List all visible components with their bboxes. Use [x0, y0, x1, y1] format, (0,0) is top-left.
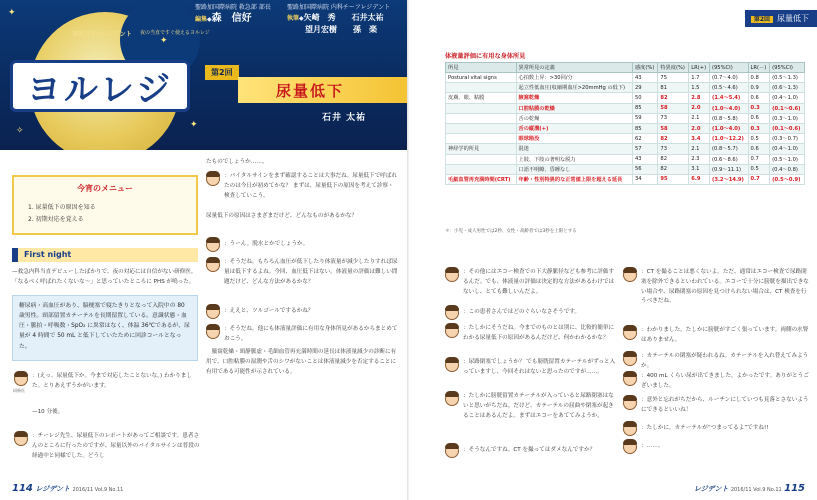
chief-avatar — [623, 396, 637, 410]
table-cell: 0.6 — [748, 113, 770, 123]
table-cell: 年齢・性別特異的な正常値上限を超える延長 — [516, 174, 632, 184]
table-cell: 73 — [658, 113, 689, 123]
table-title: 体液量評価に有用な身体所見 — [445, 53, 526, 60]
table-cell — [446, 164, 517, 174]
table-cell: (0.5～4.6) — [709, 83, 748, 93]
editor-name: 森 信好 — [211, 13, 252, 25]
table-row — [446, 154, 805, 164]
table-row — [446, 113, 805, 123]
table-note: ＊：小児・成人男性では2秒、女性・高齢者では3秒を上限とする — [445, 229, 577, 234]
table-row — [446, 164, 805, 174]
dialogue-line: ：尿路閉塞でしょうか？ でも膀胱留置カテーテルがずっと入っていますし、今回それはないと思ったのですが……。 — [463, 359, 616, 375]
table-cell: (0.5～0.9) — [770, 174, 805, 184]
table-cell — [446, 83, 517, 93]
right-page — [409, 0, 817, 500]
star-icon: ✦ — [160, 36, 168, 46]
table-cell: (0.7～4.0) — [709, 73, 748, 83]
chief-avatar — [445, 324, 459, 338]
table-cell: (0.5～1.3) — [770, 73, 805, 83]
table-header-cell: 感度(%) — [632, 63, 657, 73]
chief-avatar — [445, 268, 459, 282]
table-cell: (0.5～1.0) — [770, 154, 805, 164]
table-cell: 3.1 — [689, 164, 710, 174]
table-cell: 1.7 — [689, 73, 710, 83]
table-cell: 2.0 — [689, 123, 710, 133]
table-cell: 58 — [658, 103, 689, 113]
dialogue-line: ：意外と忘れがちだから、ルーチンにしていつも見落とさないようにできるといいね！ — [641, 397, 809, 413]
table-cell: 舌の乾燥 — [516, 113, 632, 123]
issue-tag: 第2回 — [205, 65, 239, 80]
table-cell: 心拍数上昇：>30回/分 — [516, 73, 632, 83]
page-footer: レジデント 2016/11 Vol.9 No.11 115 — [693, 483, 805, 494]
dialogue-line: 尿量低下の原因はさまざまだけど、どんなものがあるかな？ — [206, 213, 358, 219]
table-cell: (3.2～14.9) — [709, 174, 748, 184]
resident-avatar — [14, 372, 28, 386]
dialogue-line: ：うーん。脱水とかでしょうか。 — [224, 241, 309, 247]
table-cell: 58 — [658, 123, 689, 133]
table-header-cell: 異常所見の定義 — [516, 63, 632, 73]
section-heading: First night — [12, 248, 198, 262]
table-cell: 0.8 — [748, 73, 770, 83]
dialogue-line: ：……。 — [641, 443, 664, 449]
intro-text: —救急内科当直デビューしたばかりで、夜の対応には自信がない研修医。「なるべく呼ばれたくないな～」と思っていたところに PHS が鳴った。 — [12, 269, 197, 285]
table-cell: (0.6～1.3) — [770, 83, 805, 93]
table-cell: 神経学的所見 — [446, 144, 517, 154]
table-cell: (0.4～0.8) — [770, 164, 805, 174]
table-header-cell: LR(－) — [748, 63, 770, 73]
table-cell: (0.4～1.0) — [770, 144, 805, 154]
table-cell: (0.4～1.0) — [770, 93, 805, 103]
menu-item: 1. 尿量低下の原因を知る — [28, 204, 96, 211]
table-cell: 29 — [632, 83, 657, 93]
table-cell: (0.6～8.6) — [709, 154, 748, 164]
table-cell: 43 — [632, 154, 657, 164]
chief-avatar — [623, 352, 637, 366]
resident-avatar — [623, 422, 637, 436]
table-cell: 85 — [632, 103, 657, 113]
menu-box — [12, 175, 198, 235]
logo-subtitle: 夜間当直のレジデント — [72, 31, 132, 38]
table-row — [446, 144, 805, 154]
resident-avatar — [14, 432, 28, 446]
left-page: ✦ ✦ ✦ ✧ 夜間当直のレジデント 夜の当直ですぐ使えるヨルレジ ヨルレジ 聖路加国際病院 救急部 部長 編集◆森 信好 聖路加国際病院 内科チーフレジデント 執筆◆矢崎 秀 石井太祐 望月宏樹 孫 楽 第2回 尿量低下 石井 太祐 今宵のメニュー 1. 尿量低下の原因を知る 2. 初期対応を覚える First night —救急内科当直デビューしたばかりで、夜の対応には自信がない研修医。「なるべく呼ばれたくないな～」と思っていたところに PHS が鳴った。 糖尿病・高血圧があり、脳梗塞で寝たきりとなって入院中の 80 歳男性。頸部留置カテーテルを長期留置している。意識状態・血圧・脈拍・呼吸数・SpO₂ に異常はなく、体温 36℃であるが、尿量が 4 時間で 50 mL と低下していたために回診コールとなった。 研修医 ：(えっ。尿量低下か。今まで対応したことないな。) わかりました。とりあえずうかがいます。 —10 分後。 ：チーレジ先生、尿量低下のレポートがあってご相談です。患者さんのところに行ったのですが、尿量以外のバイタルサインは普段の経過中と同様でした。どうし たものでしょうか……。 ：バイタルサインをまず確認することは大事だね。尿量低下で呼ばれたのは今日が初めてかな？ まずは、尿量低下の原因を考えて診察・検査していこう。 尿量低下の原因はさまざまだけど、どんなものがあるかな？ ：うーん。脱水とかでしょうか。 ：そうだね。もちろん血圧が低下したり体液量が減少したりすれば尿量は低下するよね。今回、血圧低下はない。体液量の評価は難しい問題だけど、どんな方法があるかな？ ：ええと、ツルゴールでするかね？ ：そうだね。他にも体液量評価に有用な身体所見があるからまとめておこう。 腋窩乾燥・頸静脈虚・毛細血管再充満時間の延長は体液量減少の診断に有用で、口腔粘膜の湿潤や舌のシワがないことは体液量減少を否定することに有用である可能性が示されている。 114 レジデント 2016/11 Vol.9 No.11 — [0, 0, 408, 500]
dialogue-line: ：そうなんですね。CT を撮ってはダメなんですか？ — [463, 447, 596, 453]
table-cell: 95 — [658, 174, 689, 184]
table-cell: (0.3～0.7) — [770, 134, 805, 144]
chapter-tag: 第2回 尿量低下 — [745, 10, 817, 27]
dialogue-line: ：チーレジ先生、尿量低下のレポートがあってご相談です。患者さんのところに行ったのですが、尿量以外のバイタルサインは普段の経過中と同様でした。どうし — [32, 433, 200, 459]
table-row — [446, 83, 805, 93]
table-cell: 2.3 — [689, 154, 710, 164]
table-cell: 73 — [658, 144, 689, 154]
table-cell: 舌の縦溝(+) — [516, 123, 632, 133]
table-row — [446, 73, 805, 83]
menu-title: 今宵のメニュー — [77, 184, 133, 193]
resident-avatar — [623, 372, 637, 386]
table-cell: 2.0 — [689, 103, 710, 113]
table-cell: (0.8～5.8) — [709, 113, 748, 123]
table-cell: 0.5 — [748, 164, 770, 174]
dialogue-line: ：そうだね。他にも体液量評価に有用な身体所見があるからまとめておこう。 — [224, 326, 398, 342]
table-cell: 0.7 — [748, 174, 770, 184]
table-cell: 0.3 — [748, 103, 770, 113]
star-icon: ✦ — [190, 120, 198, 130]
table-cell: (1.0～4.0) — [709, 103, 748, 113]
resident-avatar — [445, 306, 459, 320]
case-box: 糖尿病・高血圧があり、脳梗塞で寝たきりとなって入院中の 80 歳男性。頸部留置カテーテルを長期留置している。意識状態・血圧・脈拍・呼吸数・SpO₂ に異常はなく、体温 36℃であるが、尿量が 4 時間で 50 mL と低下していたために回診コールとなった。 — [12, 295, 198, 361]
table-cell — [446, 103, 517, 113]
table-cell: (0.9～11.1) — [709, 164, 748, 174]
table-cell: Postural vital signs — [446, 73, 517, 83]
resident-avatar — [206, 238, 220, 252]
page-number: 114 — [12, 483, 33, 494]
table-cell: 混迷 — [516, 144, 632, 154]
table-cell: 口語不明瞭、昏睡なし — [516, 164, 632, 174]
table-cell: 0.6 — [748, 93, 770, 103]
table-cell: 56 — [632, 164, 657, 174]
resident-avatar — [623, 326, 637, 340]
dialogue-line: ：CT を撮ることは悪くないよ。ただ、通常はエコー検査で尿路閉塞を除外できるといわれている。エコーで十分に膀胱を描出できない場合や、尿路閉塞の原因を見つけられない場合は、CT 検査を行うべきだね。 — [641, 269, 809, 305]
table-cell: 上肢、下肢の著明な脱力 — [516, 154, 632, 164]
menu-item: 2. 初期対応を覚える — [28, 216, 84, 223]
table-row — [446, 103, 805, 113]
table-header-cell: (95%CI) — [770, 63, 805, 73]
dialogue-line: ：わかりました。たしかに膀胱がすごく張っています。両側の水腎はありません。 — [641, 327, 809, 343]
chief-avatar — [206, 258, 220, 272]
resident-avatar — [445, 444, 459, 458]
table-cell: 皮膚、眼、粘膜 — [446, 93, 517, 103]
table-cell: 1.5 — [689, 83, 710, 93]
star-icon: ✧ — [16, 126, 24, 136]
table-cell: 0.6 — [748, 144, 770, 154]
table-cell: 59 — [632, 113, 657, 123]
table-cell — [446, 154, 517, 164]
table-cell: (1.4～5.4) — [709, 93, 748, 103]
logo-subtitle-2: 夜の当直ですぐ使えるヨルレジ — [140, 30, 210, 36]
dialogue-line: ：たしかにそうだね。今までのものとは別に、比較的簡単にわかる尿量低下の原因があるんだけど、何かわかるかな？ — [463, 325, 615, 341]
table-row — [446, 134, 805, 144]
dialogue-line: ：たしかに。カテーテルが“つまってるよ”ですね!! — [641, 425, 769, 431]
page-footer: 114 レジデント 2016/11 Vol.9 No.11 — [12, 483, 124, 494]
dialogue-line: ：そうだね。もちろん血圧が低下したり体液量が減少したりすれば尿量は低下するよね。今回、血圧低下はない。体液量の評価は難しい問題だけど、どんな方法があるかな？ — [224, 259, 398, 285]
table-cell: 34 — [632, 174, 657, 184]
table-cell — [446, 113, 517, 123]
body-text: 腋窩乾燥・頸静脈虚・毛細血管再充満時間の延長は体液量減少の診断に有用で、口腔粘膜の湿潤や舌のシワがないことは体液量減少を否定することに有用である可能性が示されている。 — [206, 349, 397, 375]
table-cell: (1.0～4.0) — [709, 123, 748, 133]
table-cell: 眼球陥没 — [516, 134, 632, 144]
table-cell: 57 — [632, 144, 657, 154]
table-cell: 82 — [658, 134, 689, 144]
table-cell: 0.5 — [748, 134, 770, 144]
table-cell: 82 — [658, 93, 689, 103]
table-cell: 81 — [658, 83, 689, 93]
chief-avatar — [206, 172, 220, 186]
table-cell: 起立性低血圧(収縮期血圧>20mmHg の低下) — [516, 83, 632, 93]
table-cell: 82 — [658, 154, 689, 164]
dialogue-line: ：ええと、ツルゴールでするかね？ — [224, 308, 314, 314]
chief-avatar — [206, 325, 220, 339]
chief-avatar — [623, 440, 637, 454]
table-cell: 75 — [658, 73, 689, 83]
dialogue-line: ：その他にはエコー検査での下大静脈径なども参考に評価するんだ。でも、体液量の評価は決定的な方法があるわけではないし、とても難しいんだよ。 — [463, 269, 615, 295]
table-cell: (0.8～5.7) — [709, 144, 748, 154]
table-cell: 口腔粘膜の乾燥 — [516, 103, 632, 113]
table-cell: 85 — [632, 123, 657, 133]
table-row — [446, 123, 805, 133]
table-cell: 62 — [632, 134, 657, 144]
table-cell: 2.1 — [689, 144, 710, 154]
table-cell: (0.1～0.6) — [770, 103, 805, 113]
table-cell: 50 — [632, 93, 657, 103]
table-row — [446, 174, 805, 184]
table-header-cell: 特異度(%) — [658, 63, 689, 73]
table-header-cell: (95%CI) — [709, 63, 748, 73]
table-cell: 毛細血管再充満時間(CRT) — [446, 174, 517, 184]
resident-avatar — [445, 358, 459, 372]
table-cell — [446, 134, 517, 144]
dialogue-line: —10 分後。 — [32, 409, 64, 415]
author-name: 石井 太祐 — [322, 113, 367, 123]
dialogue-line: ：この患者さんではどのぐらいなさそうです。 — [463, 309, 581, 315]
resident-avatar — [206, 305, 220, 319]
table-cell: 3.4 — [689, 134, 710, 144]
table-row — [446, 93, 805, 103]
table-cell: (0.1～0.6) — [770, 123, 805, 133]
dialogue-line: ：400 mL くらい尿が出てきました。よかったです。ありがとうございました。 — [641, 373, 809, 389]
table-cell: (0.3～1.0) — [770, 113, 805, 123]
dialogue-line: ：バイタルサインをまず確認することは大事だね。尿量低下で呼ばれたのは今日が初めてかな？ まずは、尿量低下の原因を考えて診察・検査していこう。 — [224, 173, 398, 199]
chief-avatar — [445, 392, 459, 406]
star-icon: ✦ — [8, 8, 16, 18]
table-cell: 2.8 — [689, 93, 710, 103]
table-cell: 82 — [658, 164, 689, 174]
table-cell: 0.7 — [748, 154, 770, 164]
chief-avatar — [623, 268, 637, 282]
table-cell: 6.9 — [689, 174, 710, 184]
dialogue-line: ：(えっ。尿量低下か。今まで対応したことないな。) わかりました。とりあえずうかがいます。 — [32, 373, 192, 389]
table-cell: 0.3 — [748, 123, 770, 133]
page-number: 115 — [784, 483, 805, 494]
table-cell: 0.9 — [748, 83, 770, 93]
table-header-cell: 所見 — [446, 63, 517, 73]
table-cell: 2.1 — [689, 113, 710, 123]
table-cell: 43 — [632, 73, 657, 83]
table-cell: (1.0～12.2) — [709, 134, 748, 144]
title-banner: ✦ ✦ ✦ ✧ 夜間当直のレジデント 夜の当直ですぐ使えるヨルレジ ヨルレジ 聖路加国際病院 救急部 部長 編集◆森 信好 聖路加国際病院 内科チーフレジデント 執筆◆矢崎 秀 石井太祐 望月宏樹 孫 楽 第2回 尿量低下 石井 太祐 — [0, 0, 408, 150]
dialogue-line: ：たしかに膀胱留置カテーテルが入っていると尿路閉塞はないと思いがちだね。だけど、カテーテルの屈曲や閉塞が起きることはあるんだよ。まずはエコーをあててみようか。 — [463, 393, 614, 419]
table-cell: 腋窩乾燥 — [516, 93, 632, 103]
logo: ヨルレジ — [10, 60, 190, 112]
table-cell — [446, 123, 517, 133]
article-title: 尿量低下 — [238, 77, 408, 103]
table-header-cell: LR(+) — [689, 63, 710, 73]
findings-table — [445, 62, 805, 185]
dialogue-line: ：カテーテルの閉塞が疑われるね。カテーテルを入れ替えてみようか。 — [641, 353, 809, 369]
